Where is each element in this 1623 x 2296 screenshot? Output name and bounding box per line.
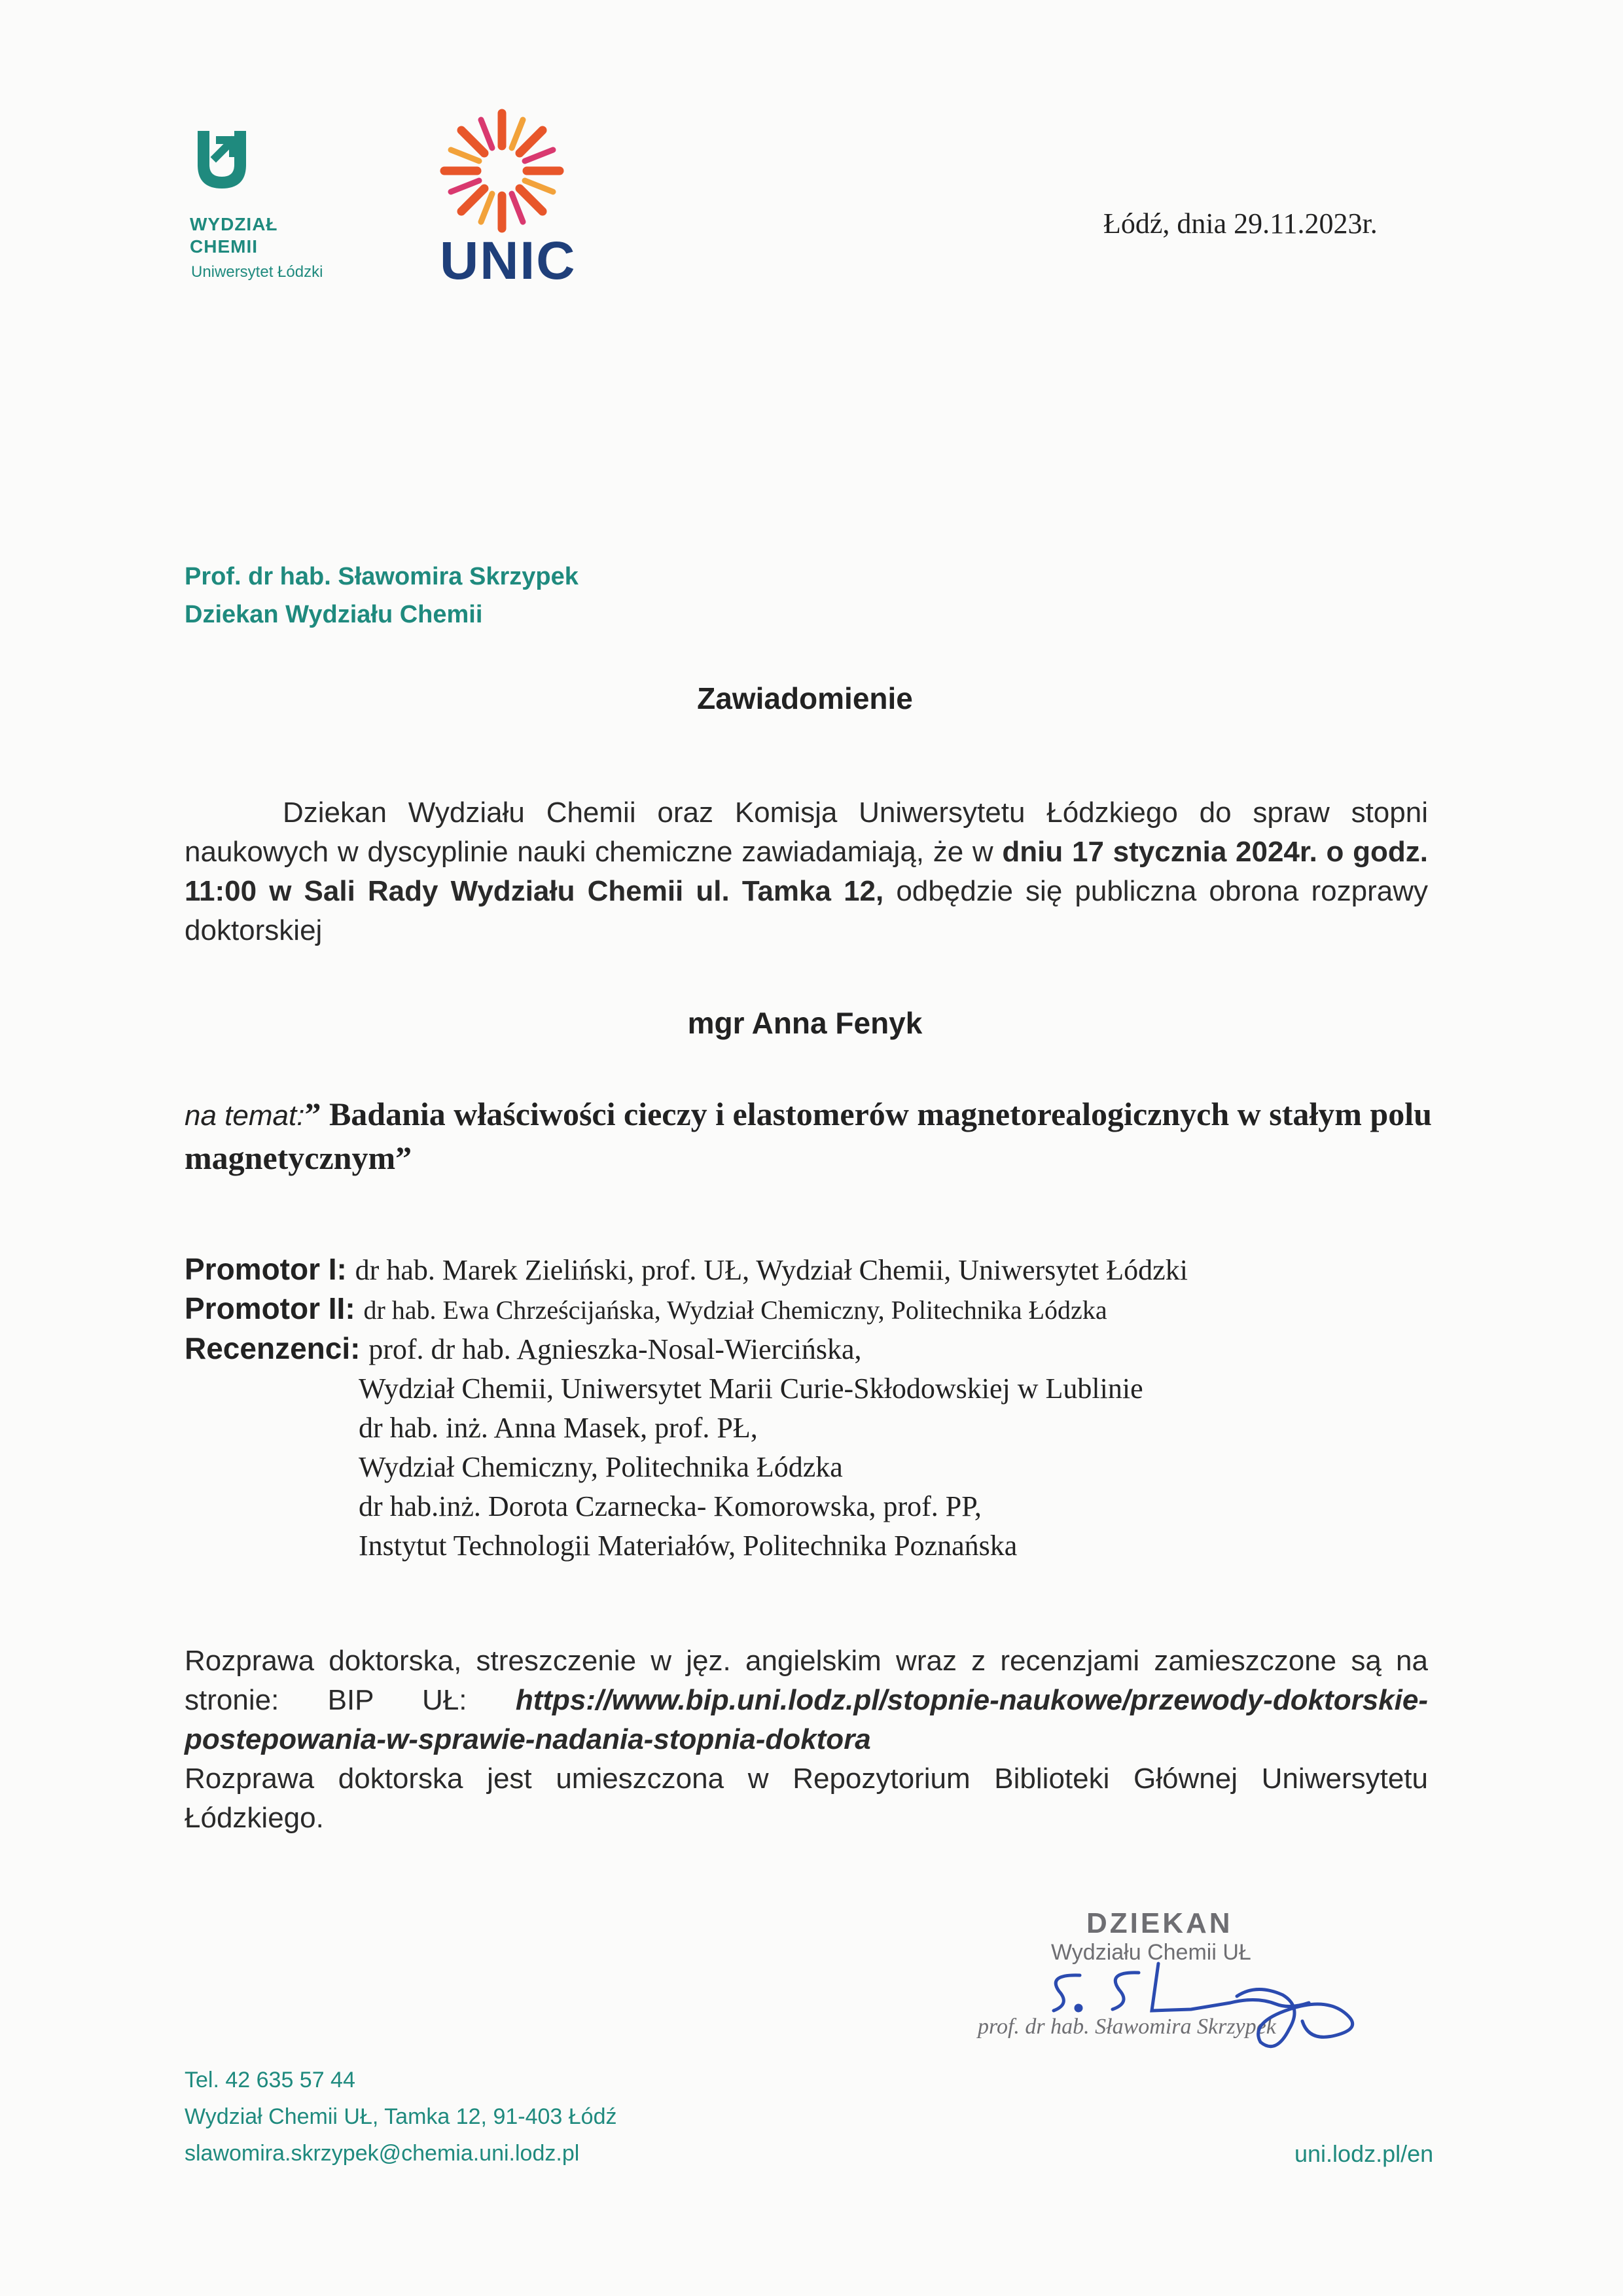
reviewer-line: Wydział Chemii, Uniwersytet Marii Curie-Skłodowskiej w Lublinie (359, 1372, 1143, 1405)
footer-email[interactable]: slawomira.skrzypek@chemia.uni.lodz.pl (185, 2141, 580, 2166)
unic-wordmark: UNIC (440, 231, 577, 291)
sender-name: Prof. dr hab. Sławomira Skrzypek (185, 563, 579, 590)
footer-phone: Tel. 42 635 57 44 (185, 2068, 355, 2092)
reviewers-header: Recenzenci: prof. dr hab. Agnieszka-Nosal-Wiercińska, (185, 1331, 862, 1365)
bip-link[interactable]: https://www.bip.uni.lodz.pl/stopnie-naukowe/przewody-doktorskie-postepowania-w-sprawie-nadania-stopnia-doktora (185, 1684, 1428, 1755)
faculty-name: WYDZIAŁ CHEMII (190, 214, 278, 257)
info-paragraph: Rozprawa doktorska, streszczenie w jęz. angielskim wraz z recenzjami zamieszczone są na stronie: BIP UŁ: https://www.bip.uni.lodz.pl/stopnie-naukowe/przewody-doktorskie-postepowania-w-sprawie-nadania-stopnia-doktora Rozprawa doktorska jest umieszczona w Repozytorium Biblioteki Głównej Uniwersytetu Łódzkiego. (185, 1645, 1428, 1834)
announcement-paragraph: Dziekan Wydziału Chemii oraz Komisja Uniwersytetu Łódzkiego do spraw stopni naukowych w dyscyplinie nauki chemiczne zawiadamiają, że w dniu 17 stycznia 2024r. o godz. 11:00 w Sali Rady Wydziału Chemii ul. Tamka 12, odbędzie się publiczna obrona rozprawy doktorskiej (185, 797, 1428, 946)
candidate-name: mgr Anna Fenyk (687, 1006, 923, 1040)
reviewer-line: dr hab. inż. Anna Masek, prof. PŁ, (359, 1412, 758, 1444)
announcement-date-place: dniu 17 stycznia 2024r. o godz. 11:00 w Sali Rady Wydziału Chemii ul. Tamka 12, (185, 836, 1428, 907)
promotor-1: Promotor I: dr hab. Marek Zieliński, prof. UŁ, Wydział Chemii, Uniwersytet Łódzki (185, 1252, 1188, 1286)
university-name: Uniwersytet Łódzki (191, 263, 323, 281)
topic-title: ” Badania właściwości cieczy i elastomerów magnetorealogicznych w stałym polu magnetycznym” (185, 1096, 1432, 1176)
dissertation-topic (185, 1093, 1480, 1179)
stamp-name: prof. dr hab. Sławomira Skrzypek (978, 2015, 1276, 2039)
footer-website[interactable]: uni.lodz.pl/en (1294, 2140, 1434, 2167)
footer-address: Wydział Chemii UŁ, Tamka 12, 91-403 Łódź (185, 2104, 617, 2129)
handwritten-signature-icon (1041, 1957, 1407, 2068)
document-title: Zawiadomienie (697, 681, 913, 715)
sender-block (185, 558, 579, 634)
promotor-2: Promotor II: dr hab. Ewa Chrześcijańska, Wydział Chemiczny, Politechnika Łódzka (185, 1291, 1107, 1325)
stamp-faculty: Wydziału Chemii UŁ (1051, 1940, 1251, 1965)
footer-contact (185, 2062, 617, 2172)
sender-position: Dziekan Wydziału Chemii (185, 601, 483, 628)
stamp-title: DZIEKAN (1086, 1907, 1233, 1939)
topic-lead: na temat: (185, 1100, 305, 1132)
unic-logo-icon (440, 109, 564, 233)
reviewer-line: dr hab.inż. Dorota Czarnecka- Komorowska, prof. PP, (359, 1490, 982, 1522)
letter-date: Łódź, dnia 29.11.2023r. (1103, 207, 1378, 240)
reviewer-line: Instytut Technologii Materiałów, Politechnika Poznańska (359, 1530, 1018, 1562)
wydzial-chemii-logo-icon (186, 124, 258, 196)
committee-list (185, 1250, 1480, 1565)
reviewer-line: Wydział Chemiczny, Politechnika Łódzka (359, 1451, 843, 1483)
repository-note: Rozprawa doktorska jest umieszczona w Repozytorium Biblioteki Głównej Uniwersytetu Łódzkiego. (185, 1763, 1428, 1834)
